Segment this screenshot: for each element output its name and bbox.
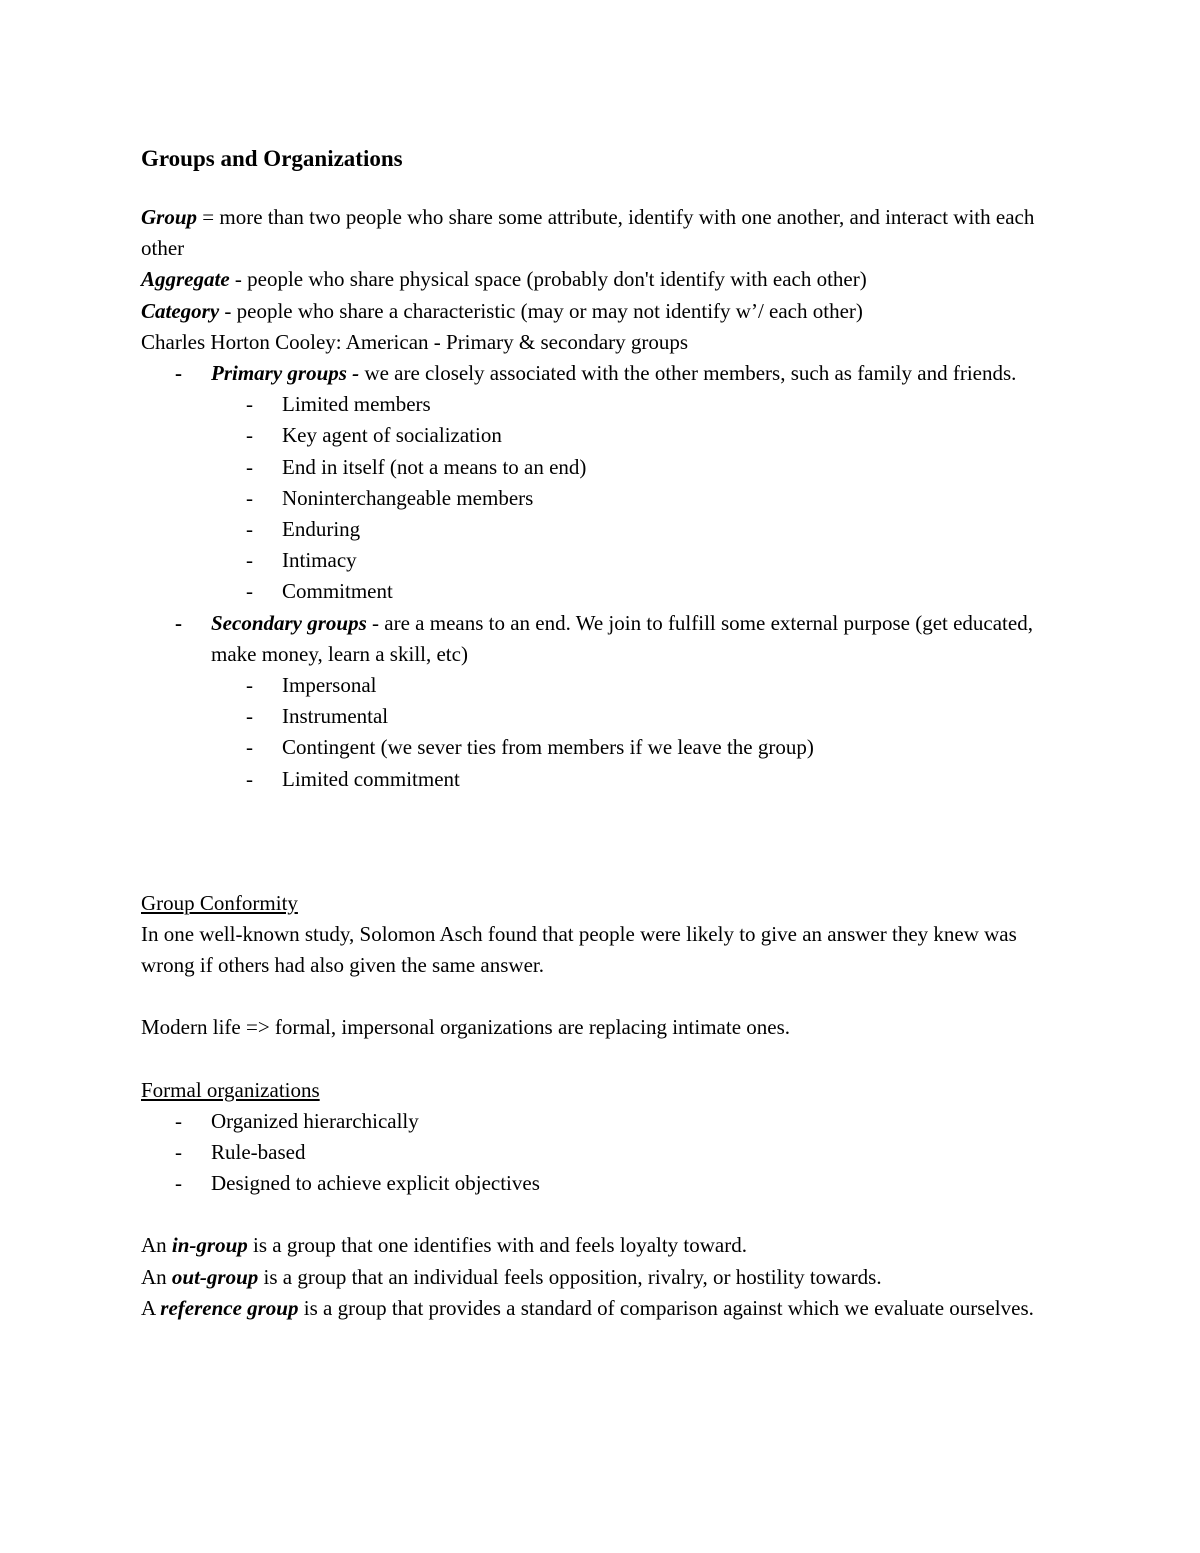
list-item-text: Instrumental bbox=[282, 704, 389, 729]
definition-category-text: - people who share a characteristic (may or may not identify w’/ each other) bbox=[219, 298, 863, 323]
reference-text: is a group that provides a standard of comparison against which we evaluate ourselves. bbox=[298, 1295, 1034, 1320]
ingroup-pre: An bbox=[141, 1233, 172, 1258]
term-aggregate: Aggregate bbox=[141, 267, 230, 292]
outgroup-text: is a group that an individual feels opposition, rivalry, or hostility towards. bbox=[258, 1264, 882, 1289]
list-item bbox=[141, 545, 1051, 576]
formal-organizations-list bbox=[141, 1106, 1051, 1200]
list-item bbox=[141, 483, 1051, 514]
list-item bbox=[141, 670, 1051, 701]
primary-groups-item bbox=[141, 358, 1051, 389]
reference-group-definition bbox=[141, 1293, 1051, 1324]
bullet-dash: - bbox=[246, 548, 253, 573]
bullet-dash: - bbox=[175, 1171, 182, 1196]
spacer bbox=[141, 1044, 1051, 1075]
term-reference-group: reference group bbox=[160, 1295, 299, 1320]
list-item-text: Limited commitment bbox=[282, 766, 460, 791]
document-page bbox=[141, 140, 1051, 1324]
bullet-dash: - bbox=[246, 673, 253, 698]
spacer bbox=[141, 795, 1051, 888]
reference-pre: A bbox=[141, 1295, 161, 1320]
list-item-text: Designed to achieve explicit objectives bbox=[211, 1171, 540, 1196]
list-item bbox=[141, 514, 1051, 545]
term-group: Group bbox=[141, 205, 198, 229]
list-item bbox=[141, 1168, 1051, 1199]
bullet-dash: - bbox=[175, 1108, 182, 1133]
term-ingroup: in-group bbox=[171, 1233, 248, 1258]
bullet-dash: - bbox=[246, 392, 253, 417]
list-item-text: Key agent of socialization bbox=[282, 423, 502, 448]
secondary-groups-item bbox=[141, 608, 1051, 670]
list-item-text: End in itself (not a means to an end) bbox=[282, 454, 587, 479]
bullet-dash: - bbox=[175, 361, 182, 386]
definition-category bbox=[141, 296, 1051, 327]
spacer bbox=[141, 1199, 1051, 1230]
cooley-line: Charles Horton Cooley: American - Primary & secondary groups bbox=[141, 329, 689, 354]
list-item bbox=[141, 389, 1051, 420]
ingroup-text: is a group that one identifies with and feels loyalty toward. bbox=[247, 1233, 747, 1258]
definition-group bbox=[141, 202, 1051, 264]
formal-organizations-heading: Formal organizations bbox=[141, 1077, 320, 1102]
list-item bbox=[141, 1106, 1051, 1137]
modern-life-text: Modern life => formal, impersonal organizations are replacing intimate ones. bbox=[141, 1015, 791, 1040]
spacer bbox=[141, 981, 1051, 1012]
outgroup-pre: An bbox=[141, 1264, 172, 1289]
bullet-dash: - bbox=[246, 454, 253, 479]
conformity-heading: Group Conformity bbox=[141, 890, 298, 915]
term-outgroup: out-group bbox=[171, 1264, 259, 1289]
bullet-dash: - bbox=[246, 423, 253, 448]
definition-aggregate bbox=[141, 264, 1051, 295]
definition-group-text: = more than two people who share some attribute, identify with one another, and interact with each other bbox=[141, 205, 1035, 261]
list-item bbox=[141, 1137, 1051, 1168]
list-item-text: Enduring bbox=[282, 517, 361, 542]
term-secondary-groups: Secondary groups bbox=[211, 610, 367, 635]
list-item-text: Limited members bbox=[282, 392, 431, 417]
list-item-text: Contingent (we sever ties from members if we leave the group) bbox=[282, 735, 814, 760]
list-item bbox=[141, 420, 1051, 451]
list-item bbox=[141, 732, 1051, 763]
bullet-dash: - bbox=[246, 485, 253, 510]
ingroup-definition bbox=[141, 1230, 1051, 1261]
term-primary-groups: Primary groups - bbox=[211, 361, 360, 386]
primary-groups-list bbox=[141, 389, 1051, 607]
list-item-text: Intimacy bbox=[282, 548, 357, 573]
primary-groups-text: we are closely associated with the other members, such as family and friends. bbox=[359, 361, 1017, 386]
list-item bbox=[141, 764, 1051, 795]
list-item bbox=[141, 452, 1051, 483]
bullet-dash: - bbox=[246, 517, 253, 542]
bullet-dash: - bbox=[246, 579, 253, 604]
secondary-groups-list bbox=[141, 670, 1051, 795]
bullet-dash: - bbox=[246, 704, 253, 729]
conformity-text: In one well-known study, Solomon Asch found that people were likely to give an answer they knew was wrong if others had also given the same answer. bbox=[141, 922, 1017, 978]
list-item-text: Impersonal bbox=[282, 673, 377, 698]
bullet-dash: - bbox=[246, 735, 253, 760]
bullet-dash: - bbox=[246, 766, 253, 791]
page-title: Groups and Organizations bbox=[141, 146, 403, 171]
list-item-text: Noninterchangeable members bbox=[282, 485, 534, 510]
outgroup-definition bbox=[141, 1262, 1051, 1293]
list-item bbox=[141, 576, 1051, 607]
secondary-groups-text: - are a means to an end. We join to fulfill some external purpose (get educated, make money, learn a skill, etc) bbox=[211, 610, 1033, 666]
list-item bbox=[141, 701, 1051, 732]
definition-aggregate-text: - people who share physical space (probably don't identify with each other) bbox=[229, 267, 867, 292]
term-category: Category bbox=[141, 298, 220, 323]
list-item-text: Rule-based bbox=[211, 1140, 306, 1165]
list-item-text: Organized hierarchically bbox=[211, 1108, 419, 1133]
bullet-dash: - bbox=[175, 1140, 182, 1165]
list-item-text: Commitment bbox=[282, 579, 393, 604]
bullet-dash: - bbox=[175, 610, 182, 635]
